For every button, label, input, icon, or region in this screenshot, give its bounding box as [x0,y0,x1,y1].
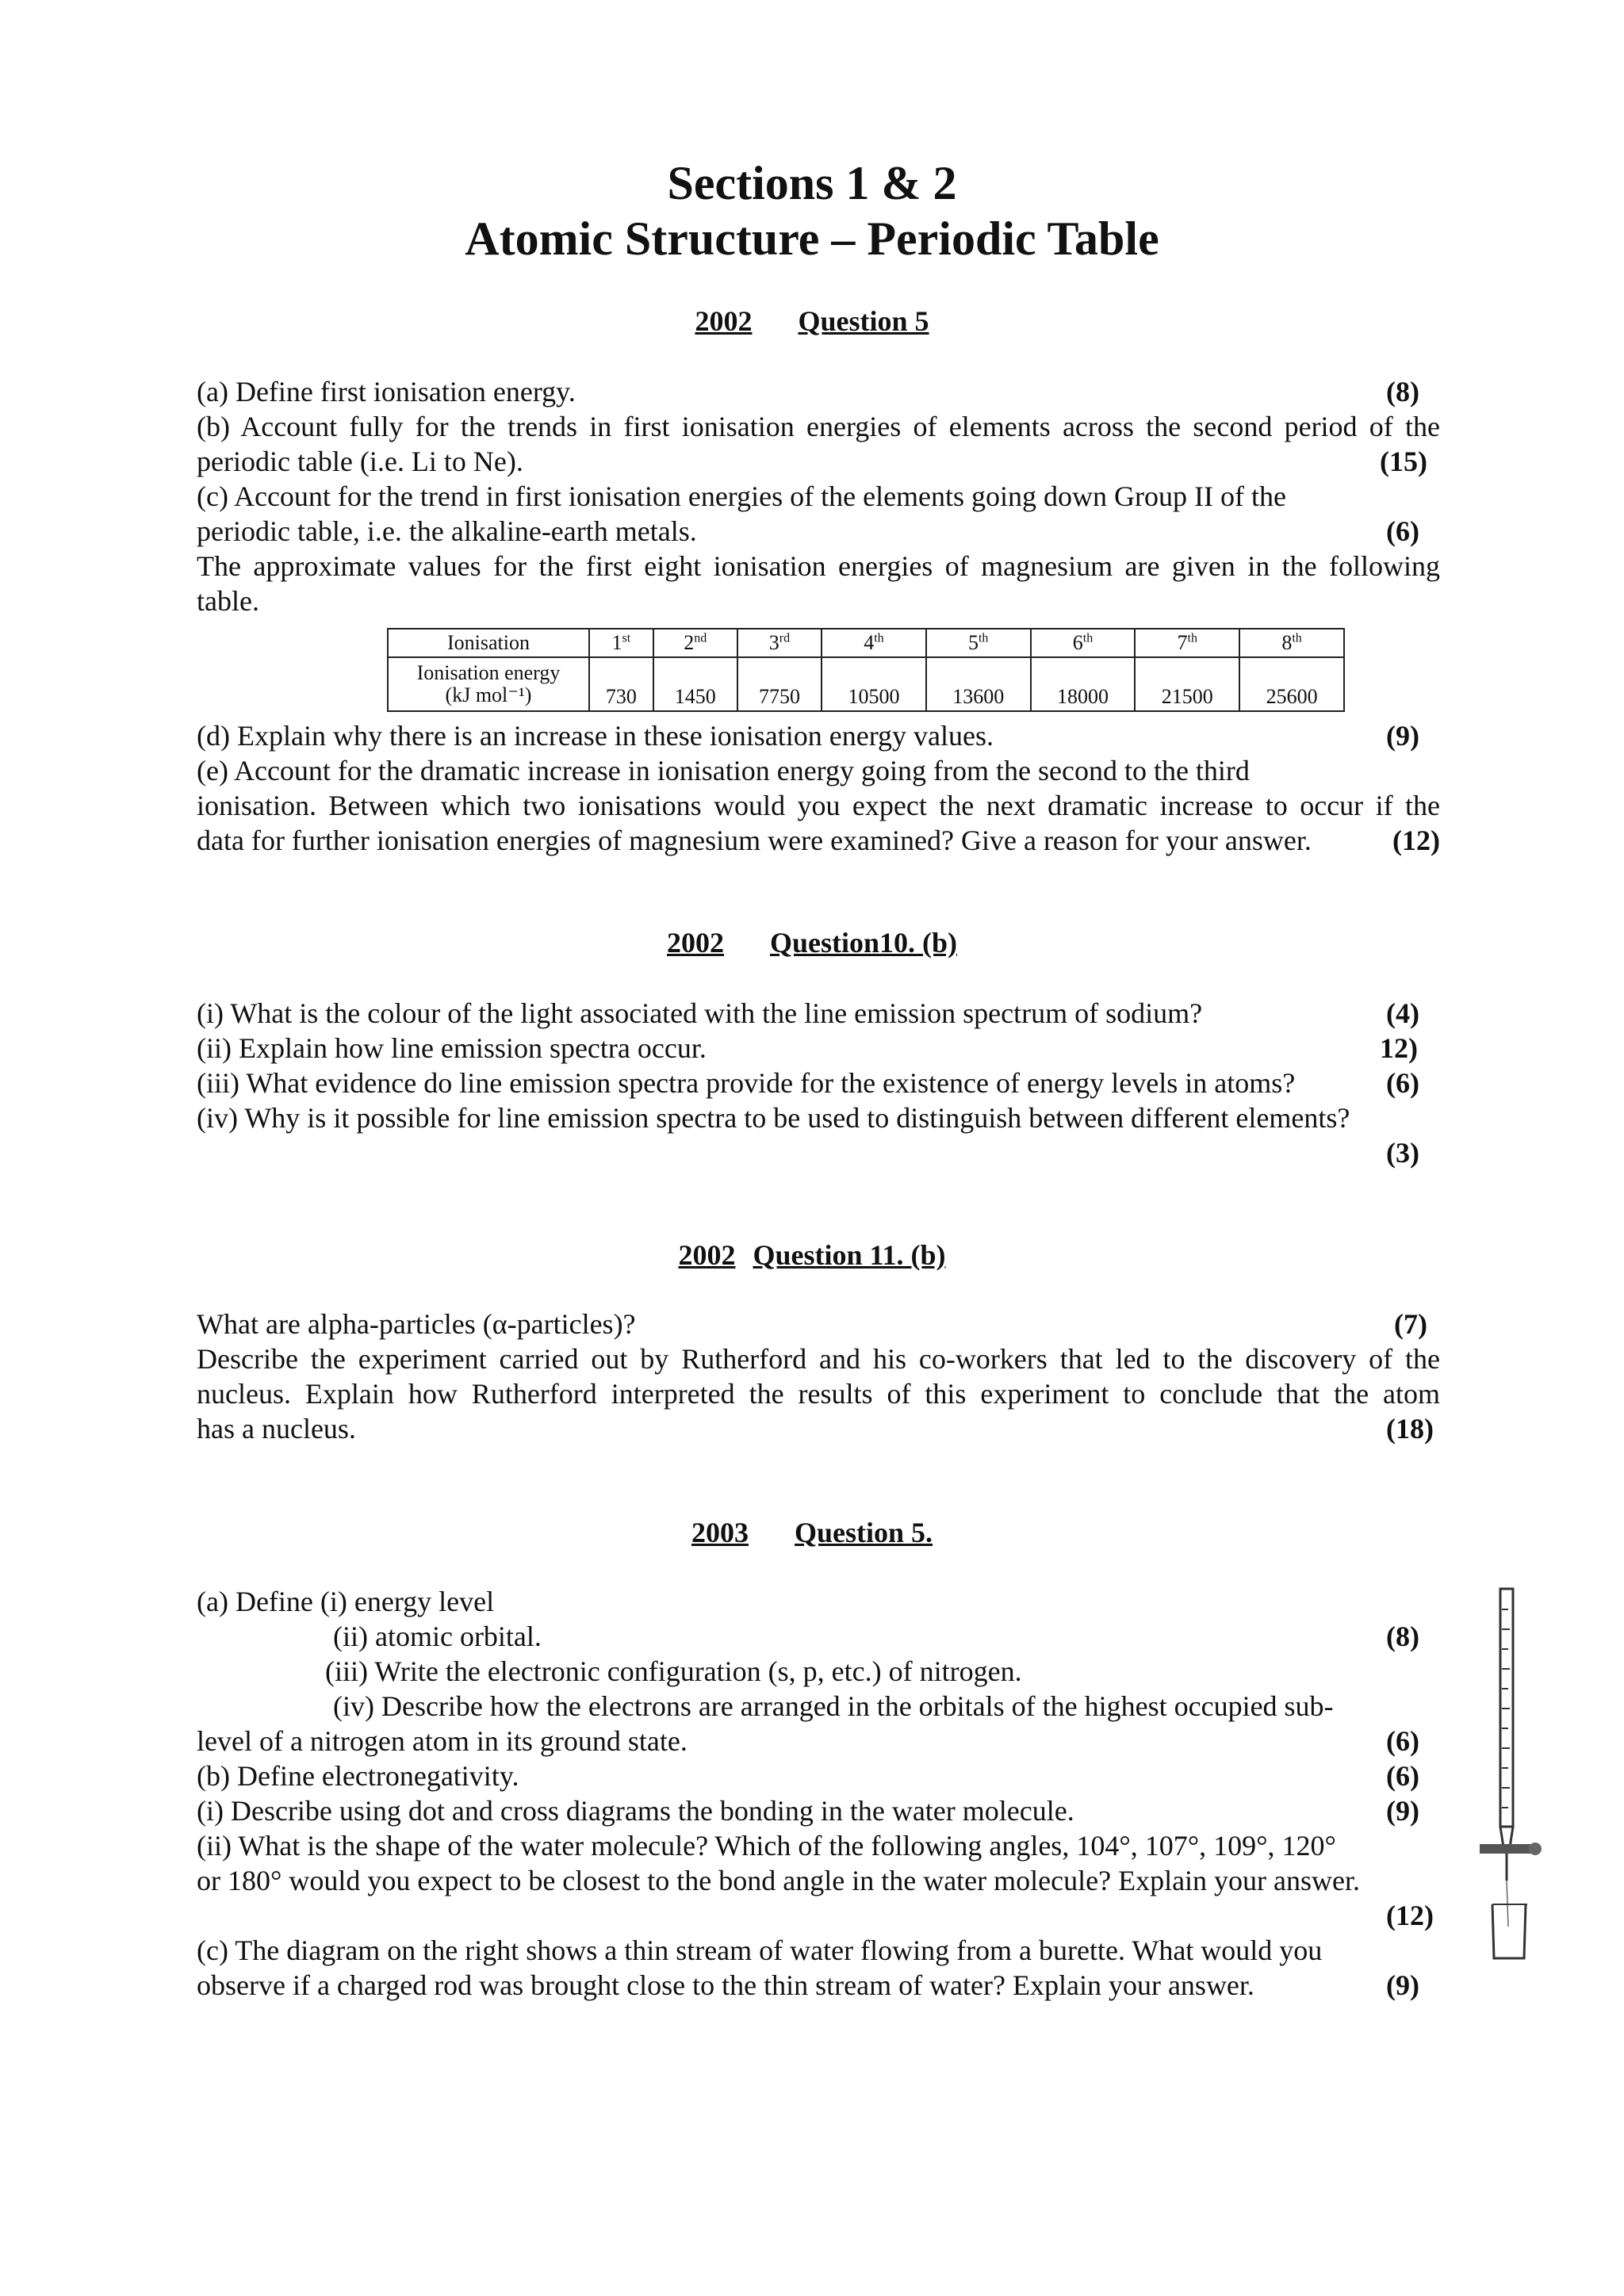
page-title [0,155,1624,266]
question-line: nucleus. Explain how Rutherford interpreted the results of this experiment to conclude that the atom [197,1378,1440,1410]
question-line: (iv) Why is it possible for line emission spectra to be used to distinguish between different elements? [197,1102,1350,1134]
table-header-cell: 4th [822,629,926,657]
question-line: periodic table (i.e. Li to Ne). [197,446,523,477]
question-line: Describe the experiment carried out by Rutherford and his co-workers that led to the discovery of the [197,1343,1440,1375]
title-line-2: Atomic Structure – Periodic Table [465,212,1159,265]
question-line: (e) Account for the dramatic increase in ionisation energy going from the second to the third [197,755,1250,786]
question-line: (i) What is the colour of the light associated with the line emission spectrum of sodium? [197,997,1203,1029]
section-year: 2003 [691,1517,749,1548]
marks: (8) [1386,1621,1419,1652]
table-cell: 13600 [926,657,1031,711]
table-header-cell: 8th [1239,629,1344,657]
marks: (3) [1386,1137,1419,1169]
marks: (6) [1386,515,1419,547]
table-row-header: Ionisation energy (kJ mol⁻¹) [388,657,589,711]
marks: (9) [1386,720,1419,752]
question-line: (b) Define electronegativity. [197,1760,519,1792]
marks: (9) [1386,1795,1419,1827]
question-line: The approximate values for the first eight ionisation energies of magnesium are given in the following [197,550,1440,582]
section-question: Question 5 [798,305,929,337]
question-line: data for further ionisation energies of magnesium were examined? Give a reason for your answer. [197,825,1312,856]
section-heading-4 [0,1516,1624,1549]
table-header-cell: 1st [589,629,653,657]
question-line: (d) Explain why there is an increase in these ionisation energy values. [197,720,994,752]
section-heading-3 [0,1238,1624,1272]
question-line: has a nucleus. [197,1413,356,1445]
table-header-cell: 5th [926,629,1031,657]
question-line: (iv) Describe how the electrons are arranged in the orbitals of the highest occupied sub- [333,1690,1334,1722]
question-line: (ii) atomic orbital. [333,1621,542,1652]
marks: (6) [1386,1760,1419,1792]
tap-handle [1529,1843,1542,1855]
title-line-1: Sections 1 & 2 [667,157,957,209]
marks: (9) [1386,1969,1419,2001]
section-heading-2 [0,926,1624,959]
question-line: (c) The diagram on the right shows a thin stream of water flowing from a burette. What would you [197,1934,1323,1966]
table-row [388,629,1344,657]
table-header-cell: 2nd [653,629,737,657]
question-line: table. [197,585,259,617]
question-line: (b) Account fully for the trends in first ionisation energies of elements across the second period of the [197,411,1440,442]
burette-graduations [1502,1609,1510,1808]
section-question: Question 11. (b) [753,1239,946,1271]
question-line: level of a nitrogen atom in its ground state. [197,1725,688,1757]
section-heading-1 [0,304,1624,338]
marks: (7) [1394,1308,1427,1340]
question-line: (i) Describe using dot and cross diagrams the bonding in the water molecule. [197,1795,1074,1827]
marks: (12) [1392,825,1440,856]
burette-diagram [1464,1586,1551,1974]
question-line: or 180° would you expect to be closest to the bond angle in the water molecule? Explain your answer. [197,1865,1360,1896]
table-header-cell: Ionisation [388,629,589,657]
question-line: periodic table, i.e. the alkaline-earth metals. [197,515,697,547]
marks: (4) [1386,997,1419,1029]
question-line: What are alpha-particles (α-particles)? [197,1308,636,1340]
table-row [388,657,1344,711]
table-cell: 1450 [653,657,737,711]
section-question: Question 5. [794,1517,933,1548]
section-year: 2002 [666,927,724,959]
table-cell: 25600 [1239,657,1344,711]
marks: (6) [1386,1725,1419,1757]
question-line: (iii) What evidence do line emission spectra provide for the existence of energy levels in atoms? [197,1067,1296,1099]
table-header-cell: 6th [1031,629,1136,657]
ionisation-energy-table [387,628,1345,712]
table-header-cell: 7th [1135,629,1239,657]
marks: 12) [1380,1032,1418,1064]
question-line: ionisation. Between which two ionisations would you expect the next dramatic increase to occur if the [197,790,1440,821]
marks: (15) [1380,446,1427,477]
table-cell: 7750 [737,657,822,711]
marks: (18) [1386,1413,1434,1445]
question-line: (ii) What is the shape of the water molecule? Which of the following angles, 104°, 107°, 109°, 120° [197,1830,1336,1862]
table-cell: 21500 [1135,657,1239,711]
section-year: 2002 [678,1239,736,1271]
section-question: Question10. (b) [769,927,958,959]
beaker [1492,1904,1526,1958]
marks: (6) [1386,1067,1419,1099]
question-line: (a) Define first ionisation energy. [197,376,576,408]
table-cell: 18000 [1031,657,1136,711]
burette-tap [1480,1844,1535,1854]
question-line: (iii) Write the electronic configuration (s, p, etc.) of nitrogen. [325,1655,1022,1687]
marks: (12) [1386,1900,1434,1931]
table-cell: 10500 [822,657,926,711]
section-year: 2002 [695,305,753,337]
question-line: (c) Account for the trend in first ionisation energies of the elements going down Group II of the [197,480,1286,512]
question-line: (a) Define (i) energy level [197,1586,495,1617]
marks: (8) [1386,376,1419,408]
question-line: observe if a charged rod was brought close to the thin stream of water? Explain your answer. [197,1969,1254,2001]
table-cell: 730 [589,657,653,711]
table-header-cell: 3rd [737,629,822,657]
question-line: (ii) Explain how line emission spectra occur. [197,1032,707,1064]
